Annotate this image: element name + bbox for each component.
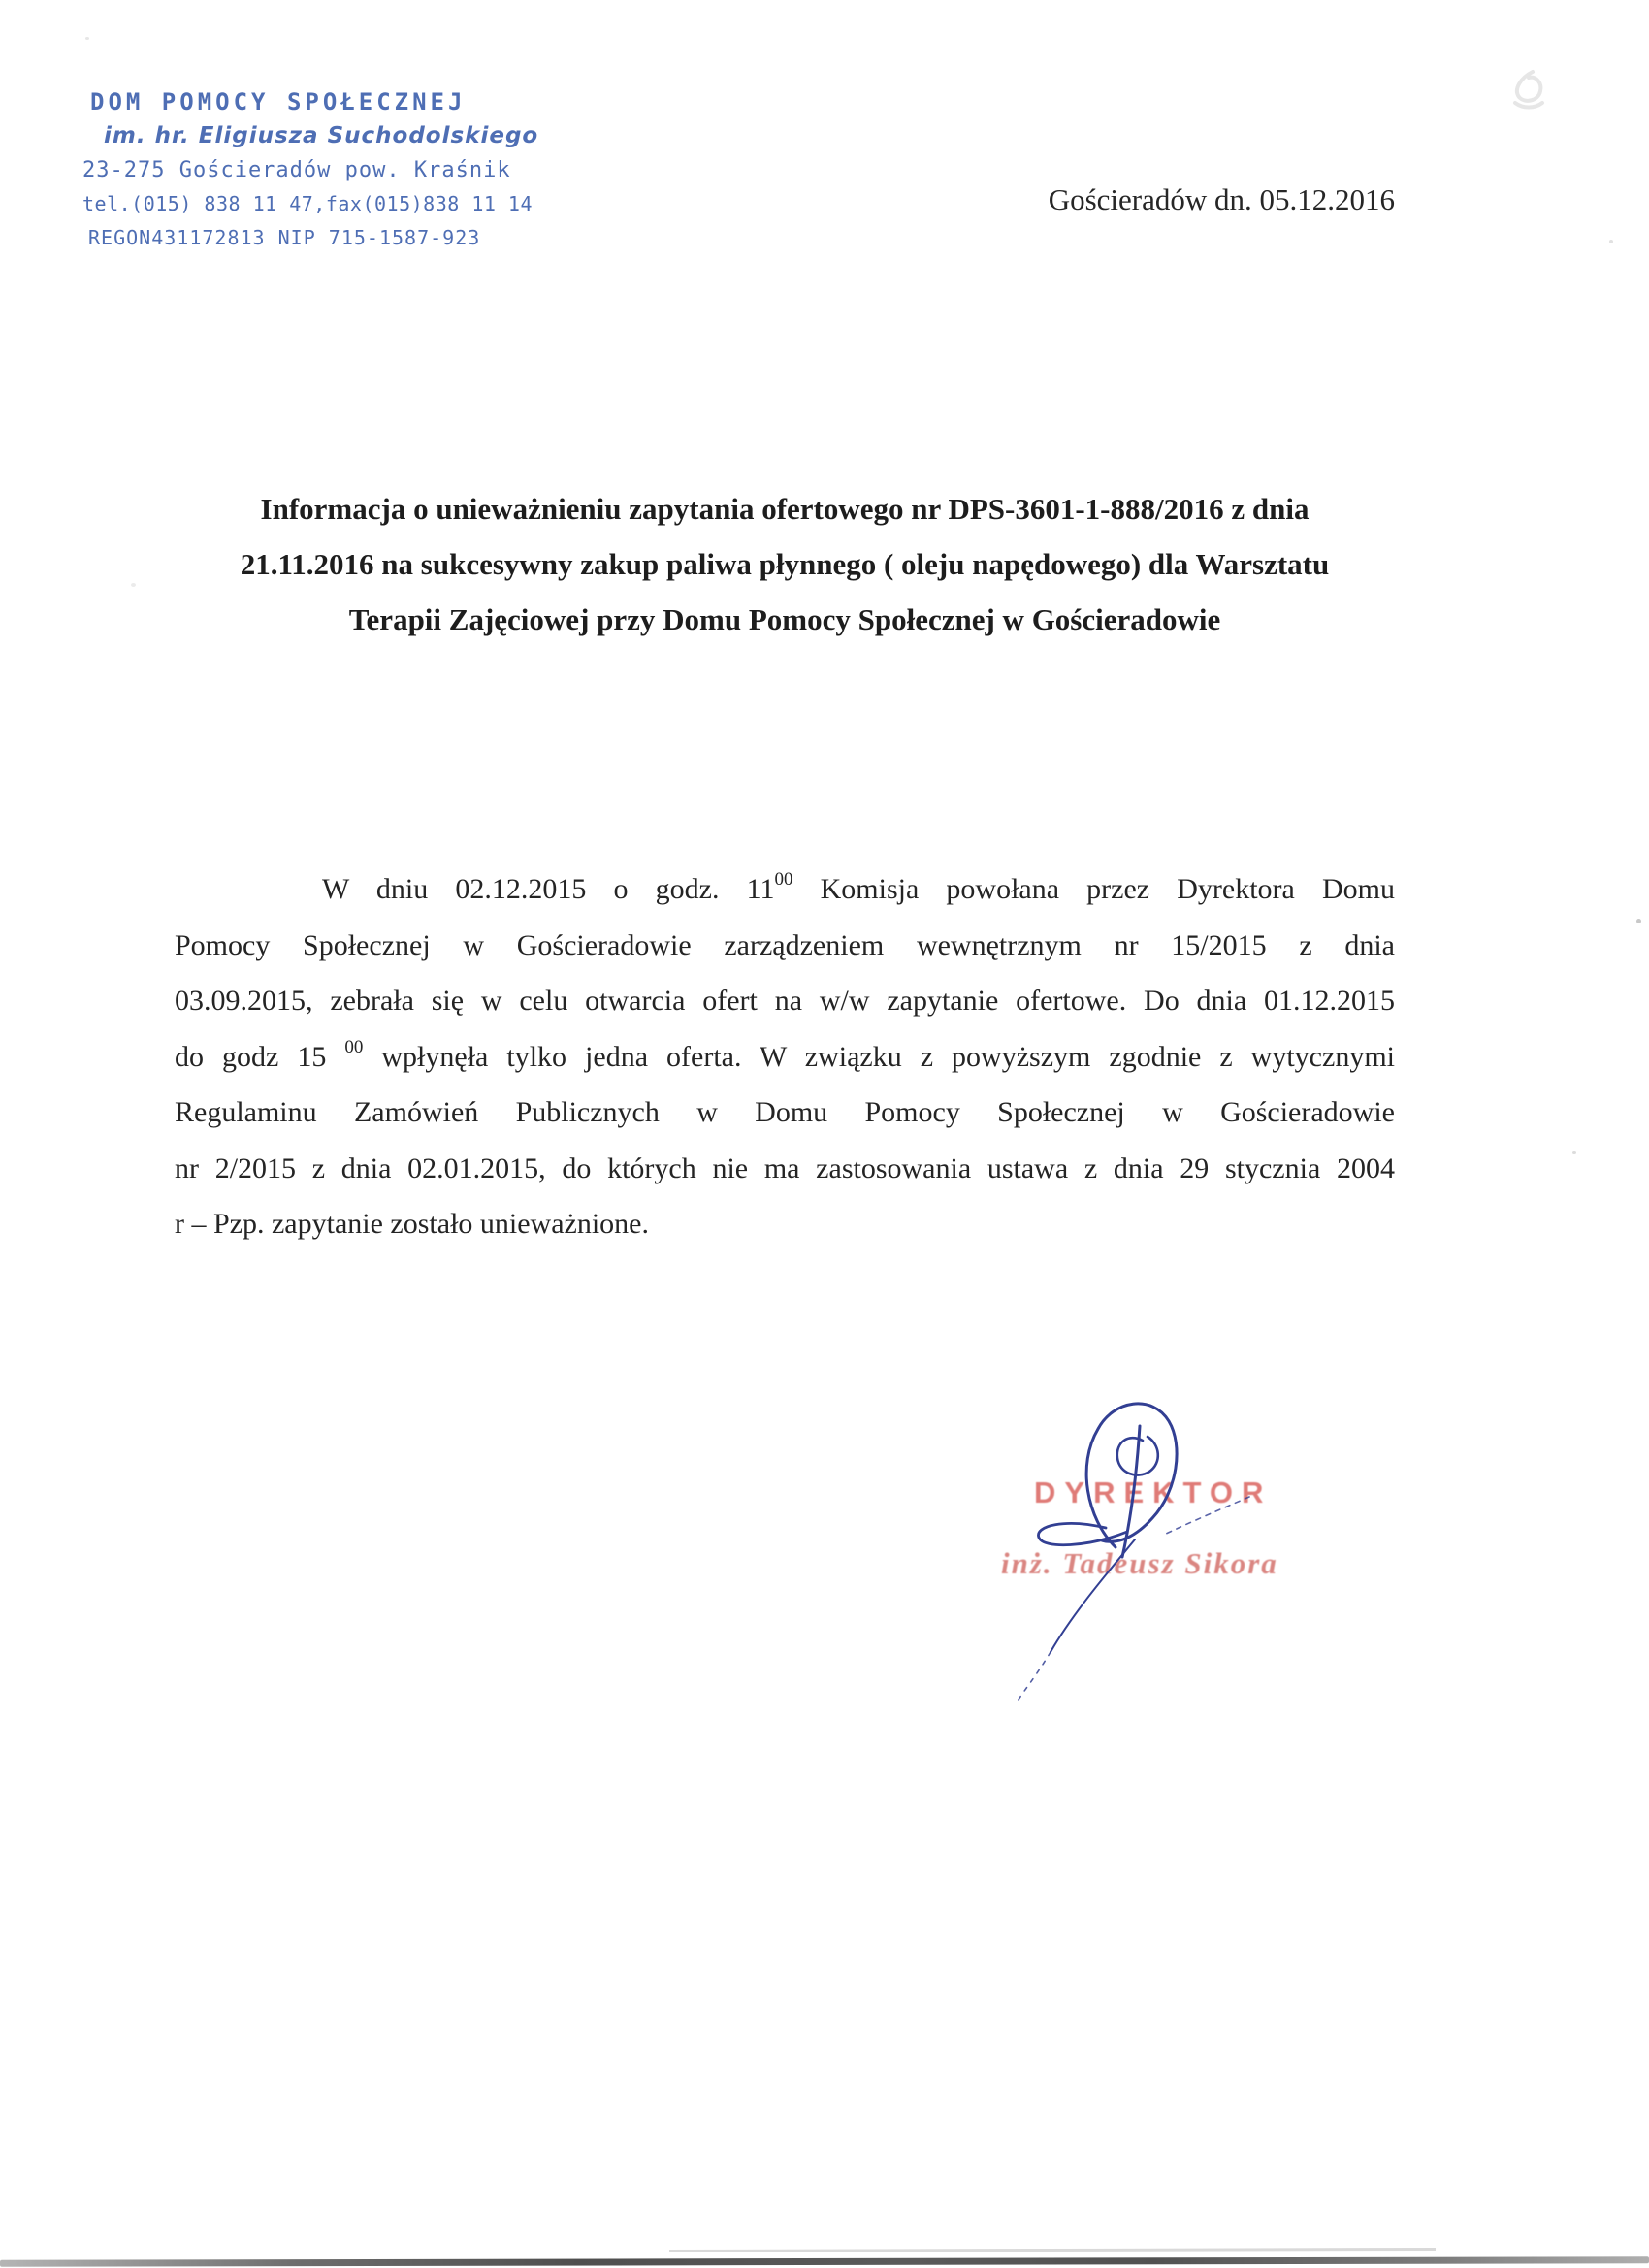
title-line-1: Informacja o unieważnieniu zapytania ofertowego nr DPS-3601-1-888/2016 z dnia <box>260 492 1310 526</box>
body-line-5: Regulaminu Zamówień Publicznych w Domu Pomocy Społecznej w Gościeradowie <box>175 1096 1395 1128</box>
body-line-2: Pomocy Społecznej w Gościeradowie zarządzeniem wewnętrznym nr 15/2015 z dnia <box>175 928 1395 961</box>
title-line-2: 21.11.2016 na sukcesywny zakup paliwa płynnego ( oleju napędowego) dla Warsztatu <box>240 547 1330 581</box>
body-line-4 <box>175 1029 1395 1085</box>
body-line-4-text-cont: wpłynęła tylko jedna oferta. W związku z powyższym zgodnie z wytycznymi <box>363 1040 1395 1073</box>
letterhead-stamp <box>82 85 538 255</box>
body-line-3: 03.09.2015, zebrała się w celu otwarcia ofert na w/w zapytanie ofertowe. Do dnia 01.12.2015 <box>175 985 1395 1017</box>
body-line-1-text-cont: Komisja powołana przez Dyrektora Domu <box>792 873 1395 905</box>
scan-speck <box>1609 240 1613 243</box>
letterhead-address: 23-275 Gościeradów pow. Kraśnik <box>82 158 511 182</box>
title-line-3: Terapii Zajęciowej przy Domu Pomocy Społecznej w Gościeradowie <box>348 602 1221 636</box>
scan-speck <box>131 583 136 587</box>
letterhead-regon-nip: REGON431172813 NIP 715-1587-923 <box>88 226 481 249</box>
scan-smudge-mark <box>1494 64 1562 122</box>
director-stamp-name: inż. Tadeusz Sikora <box>1001 1546 1278 1580</box>
superscript-minutes: 00 <box>774 869 793 890</box>
handwritten-signature <box>989 1382 1280 1732</box>
scan-edge-line-dark <box>0 2256 1649 2267</box>
body-paragraph <box>175 861 1395 1252</box>
letterhead-patron: im. hr. Eligiusza Suchodolskiego <box>104 123 539 148</box>
scan-speck <box>1572 1151 1576 1154</box>
superscript-minutes-2: 00 <box>344 1036 364 1057</box>
body-line-4-text: do godz 15 <box>175 1040 345 1073</box>
document-title <box>175 481 1395 647</box>
body-line-1 <box>175 861 1395 918</box>
body-line-7: r – Pzp. zapytanie zostało unieważnione. <box>175 1208 649 1240</box>
letterhead-phone-fax: tel.(015) 838 11 47,fax(015)838 11 14 <box>82 192 534 215</box>
director-stamp-title: DYREKTOR <box>1034 1475 1273 1509</box>
scan-speck <box>1636 919 1641 923</box>
body-line-1-text: W dniu 02.12.2015 o godz. 11 <box>322 873 775 905</box>
letterhead-org-name: DOM POMOCY SPOŁECZNEJ <box>90 88 467 115</box>
scan-edge-line-light <box>669 2248 1436 2252</box>
scan-speck <box>85 37 89 40</box>
body-line-6: nr 2/2015 z dnia 02.01.2015, do których nie ma zastosowania ustawa z dnia 29 stycznia 2004 <box>175 1151 1395 1184</box>
place-date-line: Gościeradów dn. 05.12.2016 <box>1048 182 1395 216</box>
